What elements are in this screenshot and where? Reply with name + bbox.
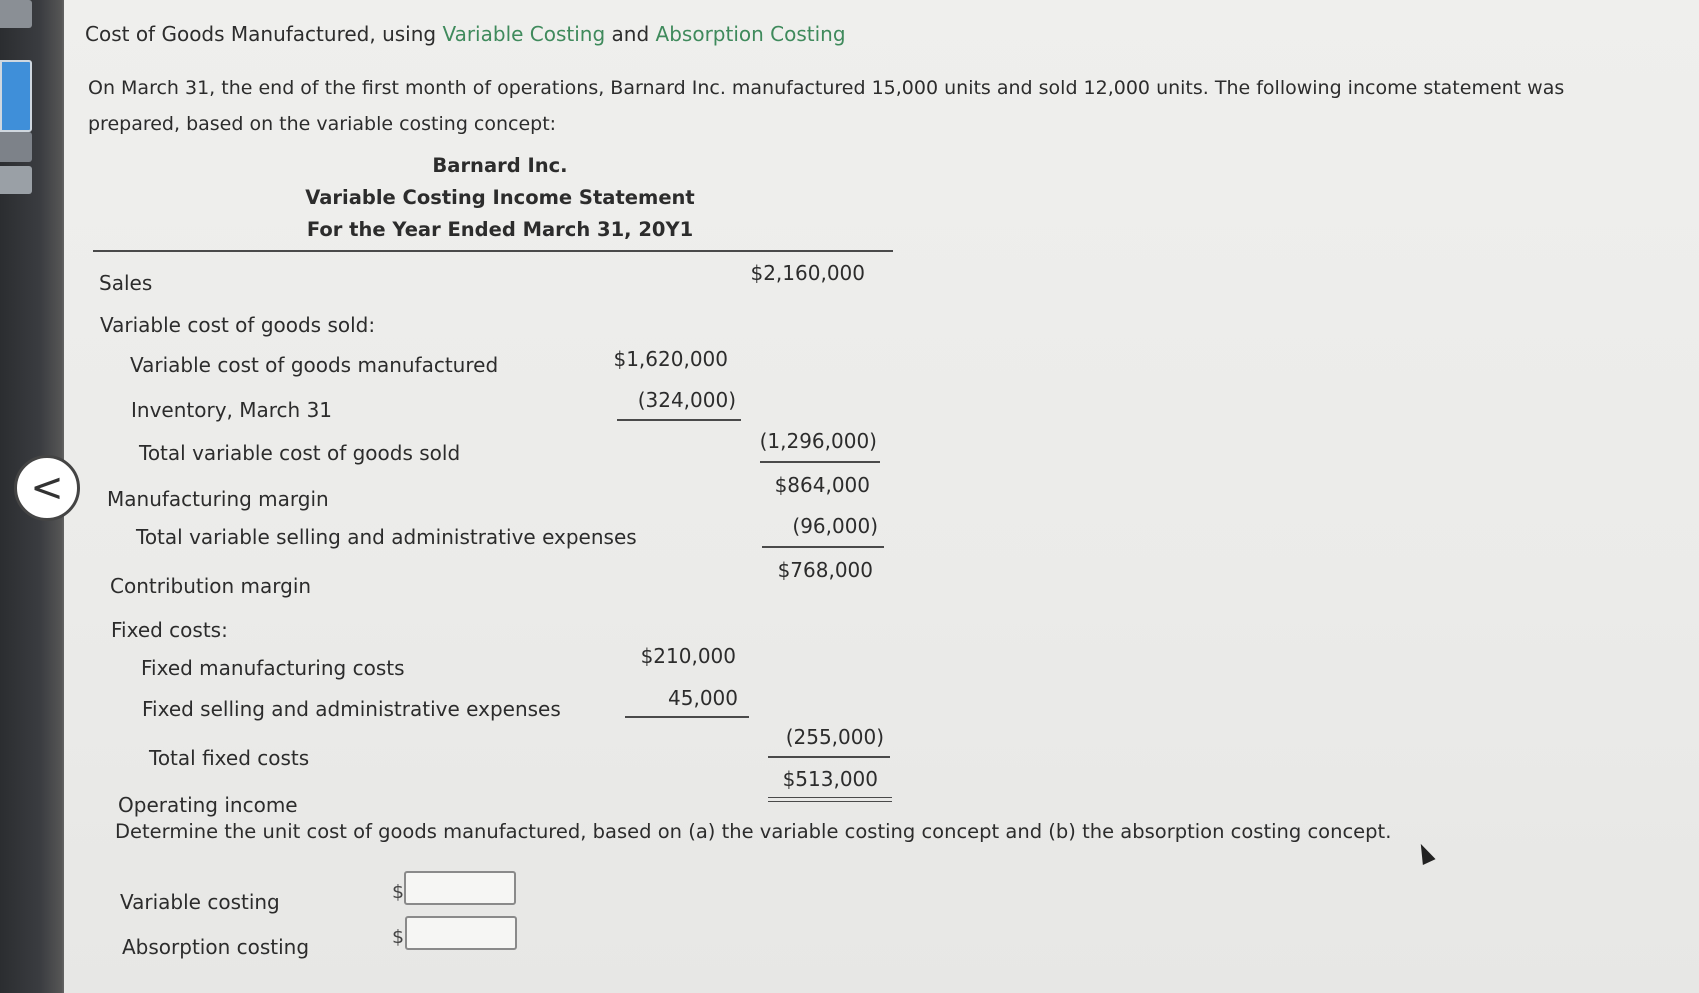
vsa-label: Total variable selling and administrative expenses [136, 525, 637, 549]
problem-intro: On March 31, the end of the first month of operations, Barnard Inc. manufactured 15,000 units and sold 12,000 units. The following income statement was prepared, based on the variable costing concept: [88, 77, 1565, 135]
operating-income-double-rule [768, 797, 892, 802]
total-fixed-label: Total fixed costs [149, 746, 310, 770]
inventory-label: Inventory, March 31 [131, 398, 333, 422]
vcogs-heading: Variable cost of goods sold: [100, 313, 376, 337]
sidebar-tab[interactable] [0, 132, 32, 162]
sales-value: $2,160,000 [750, 261, 865, 285]
absorption-costing-input[interactable] [405, 916, 517, 950]
mfg-margin-value: $864,000 [774, 473, 870, 497]
total-vcogs-rule [760, 461, 880, 463]
variable-costing-link[interactable]: Variable Costing [442, 22, 606, 46]
fixed-mfg-label: Fixed manufacturing costs [141, 656, 405, 680]
inventory-value: (324,000) [637, 388, 736, 412]
absorption-costing-link[interactable]: Absorption Costing [655, 22, 846, 46]
sidebar-tab[interactable] [0, 0, 32, 28]
variable-dollar-sign: $ [392, 881, 405, 903]
title-prefix: Cost of Goods Manufactured, using [85, 22, 443, 46]
contribution-value: $768,000 [777, 558, 873, 582]
fixed-sa-label: Fixed selling and administrative expenses [142, 697, 561, 721]
header-rule [93, 250, 893, 252]
fixed-mfg-value: $210,000 [640, 644, 736, 668]
total-fixed-value: (255,000) [785, 725, 884, 749]
variable-costing-label: Variable costing [120, 890, 280, 914]
operating-income-label: Operating income [118, 793, 298, 817]
problem-title [85, 22, 846, 46]
fixed-heading: Fixed costs: [111, 618, 228, 642]
vcgm-label: Variable cost of goods manufactured [130, 353, 499, 377]
sidebar-tab-active[interactable] [0, 60, 32, 132]
fixed-sa-rule [625, 716, 749, 718]
sidebar-tab[interactable] [0, 166, 32, 194]
total-vcogs-label: Total variable cost of goods sold [139, 441, 461, 465]
statement-period: For the Year Ended March 31, 20Y1 [306, 218, 694, 241]
absorption-costing-label: Absorption costing [122, 935, 310, 959]
vcgm-value: $1,620,000 [613, 347, 728, 371]
fixed-sa-value: 45,000 [668, 686, 738, 710]
operating-income-value: $513,000 [782, 767, 878, 791]
contribution-label: Contribution margin [110, 574, 312, 598]
vsa-value: (96,000) [792, 514, 878, 538]
chevron-left-icon: < [30, 465, 64, 511]
back-button[interactable] [14, 455, 80, 521]
title-mid: and [605, 22, 656, 46]
total-vcogs-value: (1,296,000) [759, 429, 877, 453]
company-name: Barnard Inc. [432, 154, 568, 177]
vsa-rule [762, 546, 884, 548]
variable-costing-input[interactable] [404, 871, 516, 905]
total-fixed-rule [768, 756, 890, 758]
mfg-margin-label: Manufacturing margin [107, 487, 329, 511]
absorption-dollar-sign: $ [392, 926, 405, 948]
sales-label: Sales [99, 271, 153, 295]
statement-name: Variable Costing Income Statement [305, 186, 695, 209]
question-prompt: Determine the unit cost of goods manufactured, based on (a) the variable costing concept and (b) the absorption costing concept. [115, 820, 1392, 843]
inventory-rule [617, 419, 741, 421]
